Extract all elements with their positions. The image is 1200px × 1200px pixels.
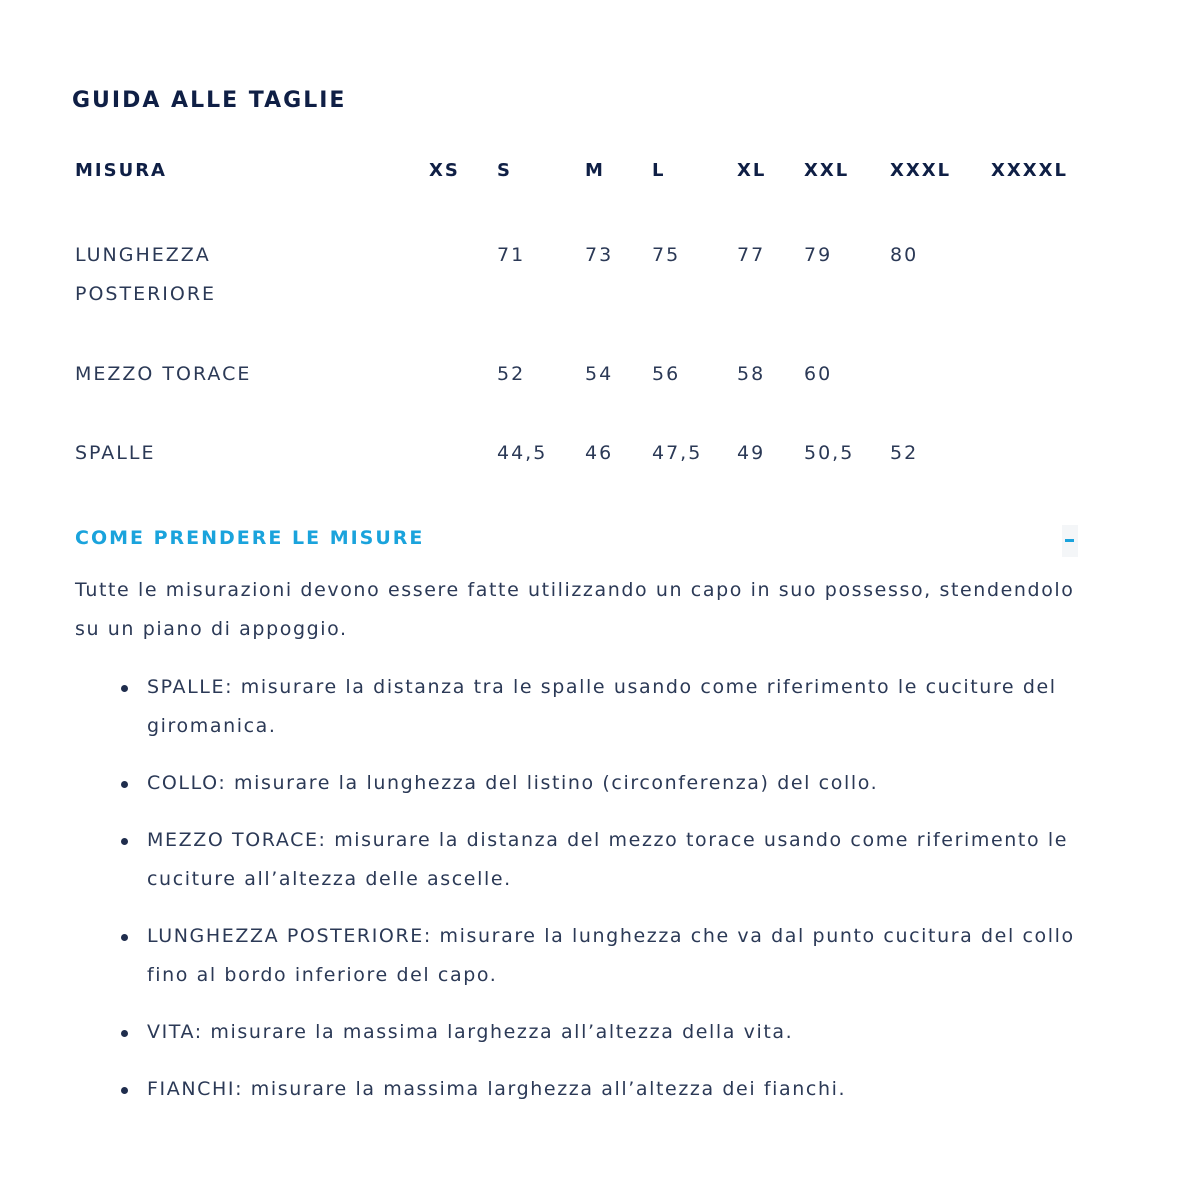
bullet-icon	[121, 838, 128, 845]
page-title: GUIDA ALLE TAGLIE	[72, 88, 347, 113]
bullet-icon	[121, 1087, 128, 1094]
table-cell: 54	[585, 363, 614, 385]
how-to-measure-title[interactable]: COME PRENDERE LE MISURE	[75, 527, 425, 549]
bullet-icon	[121, 685, 128, 692]
table-cell: 71	[497, 244, 526, 266]
table-cell: 79	[804, 244, 833, 266]
row-label: SPALLE	[75, 442, 156, 464]
table-cell: 75	[652, 244, 681, 266]
list-item-text: VITA: misurare la massima larghezza all’altezza della vita.	[147, 1021, 794, 1043]
table-header-row	[75, 160, 1115, 200]
table-cell: 50,5	[804, 442, 855, 464]
header-size-l: L	[652, 160, 666, 181]
minus-icon	[1065, 539, 1074, 542]
list-item-text: COLLO: misurare la lunghezza del listino (circonferenza) del collo.	[147, 772, 879, 794]
measurement-instructions-list	[75, 668, 1105, 1127]
list-item-text: LUNGHEZZA POSTERIORE: misurare la lunghezza che va dal punto cucitura del collo fino al bordo inferiore del capo.	[147, 925, 1075, 986]
list-item-text: FIANCHI: misurare la massima larghezza all’altezza dei fianchi.	[147, 1078, 847, 1100]
row-label: LUNGHEZZA POSTERIORE	[75, 244, 217, 305]
table-cell: 56	[652, 363, 681, 385]
row-label: MEZZO TORACE	[75, 363, 252, 385]
list-item-text: SPALLE: misurare la distanza tra le spalle usando come riferimento le cuciture del giromanica.	[147, 676, 1057, 737]
table-row-lunghezza-posteriore	[75, 236, 1115, 316]
size-table	[75, 160, 1115, 464]
table-cell: 47,5	[652, 442, 703, 464]
header-size-s: S	[497, 160, 512, 181]
header-size-xs: XS	[429, 160, 460, 181]
table-cell: 49	[737, 442, 766, 464]
table-cell: 46	[585, 442, 614, 464]
table-cell: 44,5	[497, 442, 548, 464]
table-row-mezzo-torace	[75, 355, 1115, 395]
table-cell: 58	[737, 363, 766, 385]
header-size-xxxxl: XXXXL	[991, 160, 1068, 181]
collapse-toggle-button[interactable]	[1062, 525, 1078, 557]
header-label-misura: MISURA	[75, 160, 167, 181]
header-size-m: M	[585, 160, 605, 181]
table-cell: 60	[804, 363, 833, 385]
list-item	[75, 1013, 1105, 1052]
header-size-xxxl: XXXL	[890, 160, 952, 181]
bullet-icon	[121, 781, 128, 788]
list-item	[75, 1070, 1105, 1109]
header-size-xxl: XXL	[804, 160, 850, 181]
table-cell: 52	[497, 363, 526, 385]
table-cell: 77	[737, 244, 766, 266]
list-item	[75, 821, 1105, 899]
header-size-xl: XL	[737, 160, 767, 181]
table-cell: 73	[585, 244, 614, 266]
how-to-intro-text: Tutte le misurazioni devono essere fatte utilizzando un capo in suo possesso, stendendolo su un piano di appoggio.	[75, 579, 1075, 640]
bullet-icon	[121, 1030, 128, 1037]
list-item-text: MEZZO TORACE: misurare la distanza del mezzo torace usando come riferimento le cuciture all’altezza delle ascelle.	[147, 829, 1069, 890]
list-item	[75, 764, 1105, 803]
table-row-spalle	[75, 434, 1115, 474]
list-item	[75, 917, 1105, 995]
list-item	[75, 668, 1105, 746]
bullet-icon	[121, 934, 128, 941]
table-cell: 80	[890, 244, 919, 266]
table-cell: 52	[890, 442, 919, 464]
how-to-measure-accordion-header[interactable]	[75, 525, 1078, 557]
